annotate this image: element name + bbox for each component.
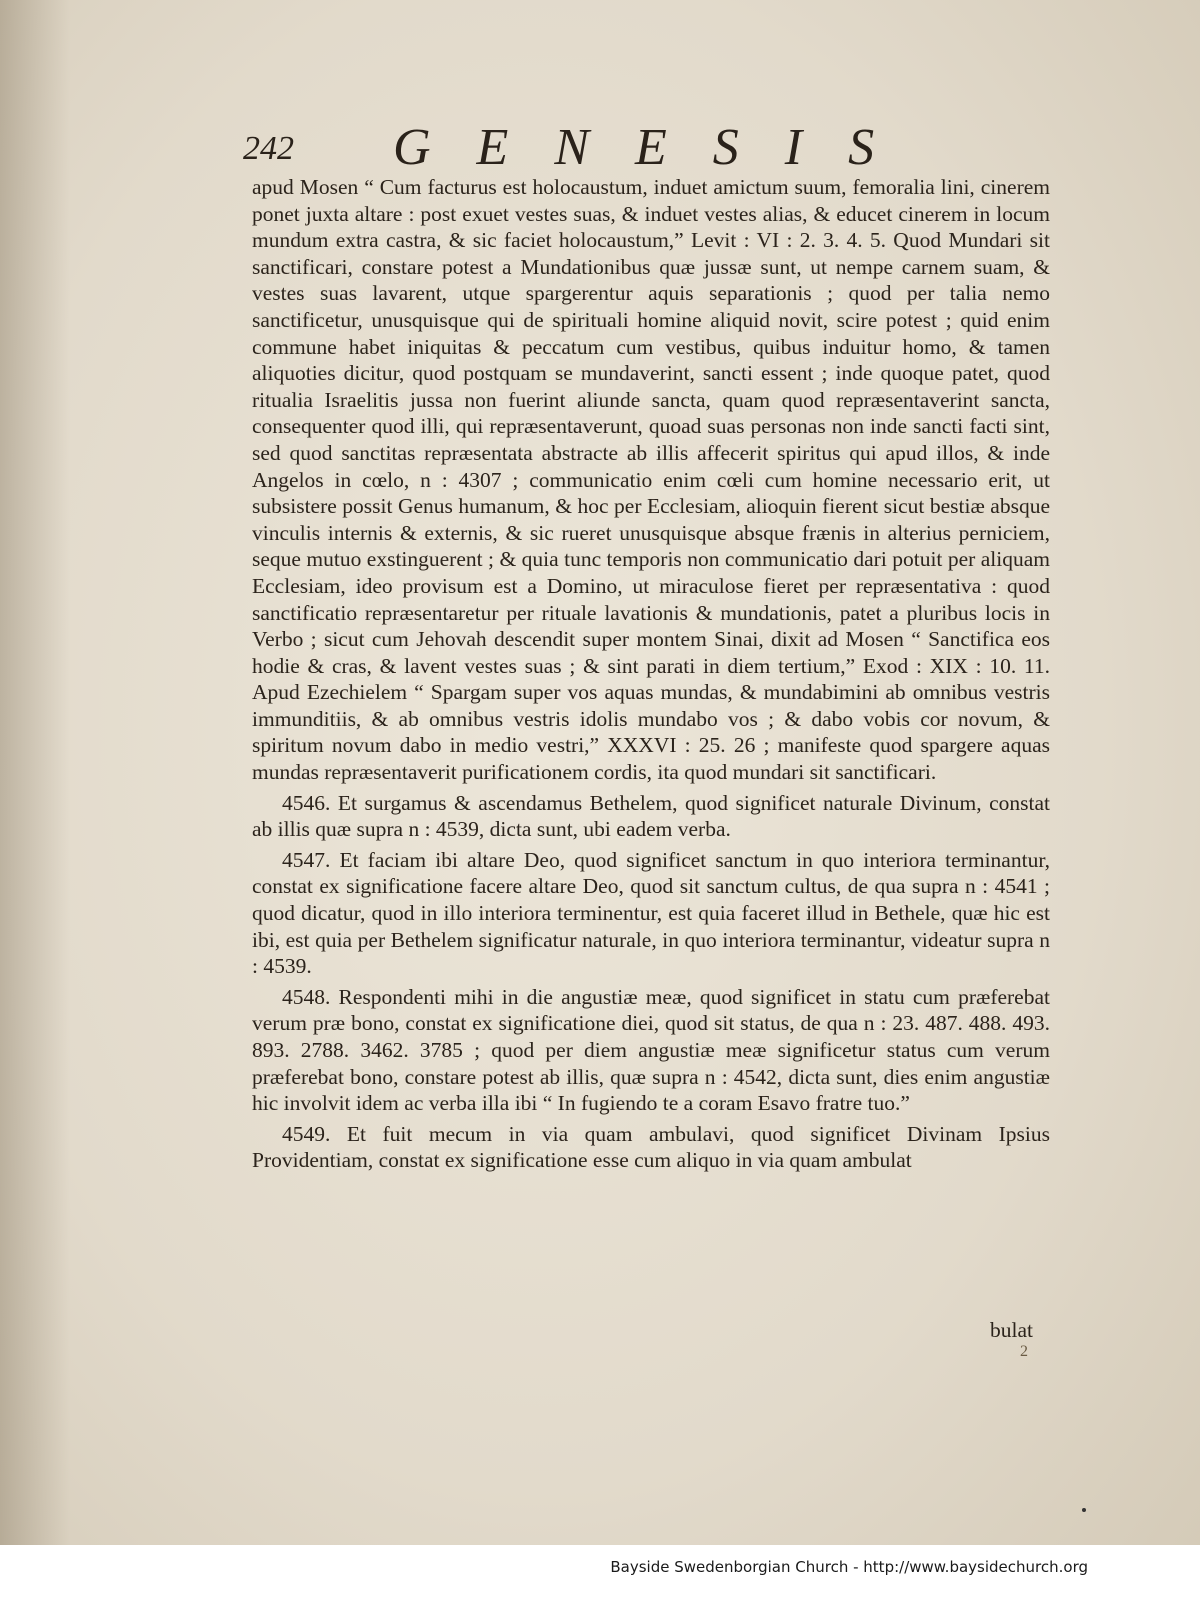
paragraph-continued: apud Mosen “ Cum facturus est holocaustum, induet amictum suum, femoralia lini, cinerem ponet juxta altare : post exuet vestes suas, & induet vestes alias, & educet cinerem in locum mundum extra castra, & sic faciet holocaustum,” Levit : VI : 2. 3. 4. 5. Quod Mundari sit sanctificari, constare potest a Mundationibus quæ jussæ sunt, ut nempe carnem suam, & vestes suas lavarent, utque spargerentur aquis separationis ; quod per talia nemo sanctificetur, unusquisque qui de spirituali homine aliquid novit, scire potest ; quid enim commune habet iniquitas & peccatum cum vestibus, quibus induitur homo, & tamen aliquoties dicitur, quod postquam se mundaverint, sancti essent ; inde quoque patet, quod ritualia Israelitis jussa non fuerint aliunde sancta, quam quod repræsentaverint sancta, consequenter quod illi, qui repræsentaverunt, quoad suas personas non inde sancti facti sint, sed quod sanctitas repræsentata abstracte ab illis affecerit spiritus qui apud illos, & inde Angelos in cœlo, n : 4307 ; communicatio enim cœli cum homine necessario erit, ut subsistere possit Genus humanum, & hoc per Ecclesiam, alioquin fierent sicut bestiæ absque vinculis internis & externis, & sic rueret unusquisque absque frænis in alterius perniciem, seque mutuo exstinguerent ; & quia tunc temporis non communicatio dari potuit per aliquam Ecclesiam, ideo provisum est a Domino, ut miraculose fieret per repræsentativa : quod sanctificatio repræsentaretur per rituale lavationis & mundationis, patet a pluribus locis in Verbo ; sicut cum Jehovah descendit super montem Sinai, dixit ad Mosen “ Sanctifica eos hodie & cras, & lavent vestes suas ; & sint parati in diem tertium,” Exod : XIX : 10. 11. Apud Ezechielem “ Spargam super vos aquas mundas, & mundabimini ab omnibus vestris immunditiis, & ab omnibus vestris idolis mundabo vos ; & dabo vobis cor novum, & spiritum novum dabo in medio vestri,” XXXVI : 25. 26 ; manifeste quod spargere aquas mundas repræsentaverit purificationem cordis, ita quod mundari sit sanctificari. <box>252 175 1050 785</box>
paragraph-4547: 4547. Et faciam ibi altare Deo, quod significet sanctum in quo interiora terminantur, constat ex significatione facere altare Deo, quod sit sanctum cultus, de qua supra n : 4541 ; quod dicatur, quod in illo interiora terminentur, est quia faceret illud in Bethele, quæ hic est ibi, est quia per Bethelem significatur naturale, in quo interiora terminantur, videatur supra n : 4539. <box>252 847 1050 979</box>
paragraph-4546: 4546. Et surgamus & ascendamus Bethelem, quod significet naturale Divinum, constat ab illis quæ supra n : 4539, dicta sunt, ubi eadem verba. <box>252 790 1050 842</box>
body-text <box>252 174 1050 1174</box>
footer-credit: Bayside Swedenborgian Church - http://www.baysidechurch.org <box>610 1558 1088 1576</box>
gutter-shadow <box>0 0 70 1623</box>
ink-speck <box>1082 1508 1086 1512</box>
paragraph-4549: 4549. Et fuit mecum in via quam ambulavi, quod significet Divinam Ipsius Providentiam, constat ex significatione esse cum aliquo in via quam ambulat <box>252 1121 1050 1173</box>
footer-bar <box>0 1545 1200 1623</box>
page-number: 242 <box>243 130 294 167</box>
catchword: bulat <box>990 1318 1033 1342</box>
page-header <box>243 112 1043 176</box>
running-title: GENESIS <box>393 119 921 176</box>
paragraph-4548: 4548. Respondenti mihi in die angustiæ meæ, quod significet in statu cum præferebat verum præ bono, constat ex significatione diei, quod sit status, de qua n : 23. 487. 488. 493. 893. 2788. 3462. 3785 ; quod per diem angustiæ meæ significetur status cum verum præferebat bono, constare potest ab illis, quæ supra n : 4542, dicta sunt, dies enim angustiæ hic involvit idem ac verba illa ibi “ In fugiendo te a coram Esavo fratre tuo.” <box>252 984 1050 1116</box>
signature-mark: 2 <box>1020 1343 1028 1360</box>
